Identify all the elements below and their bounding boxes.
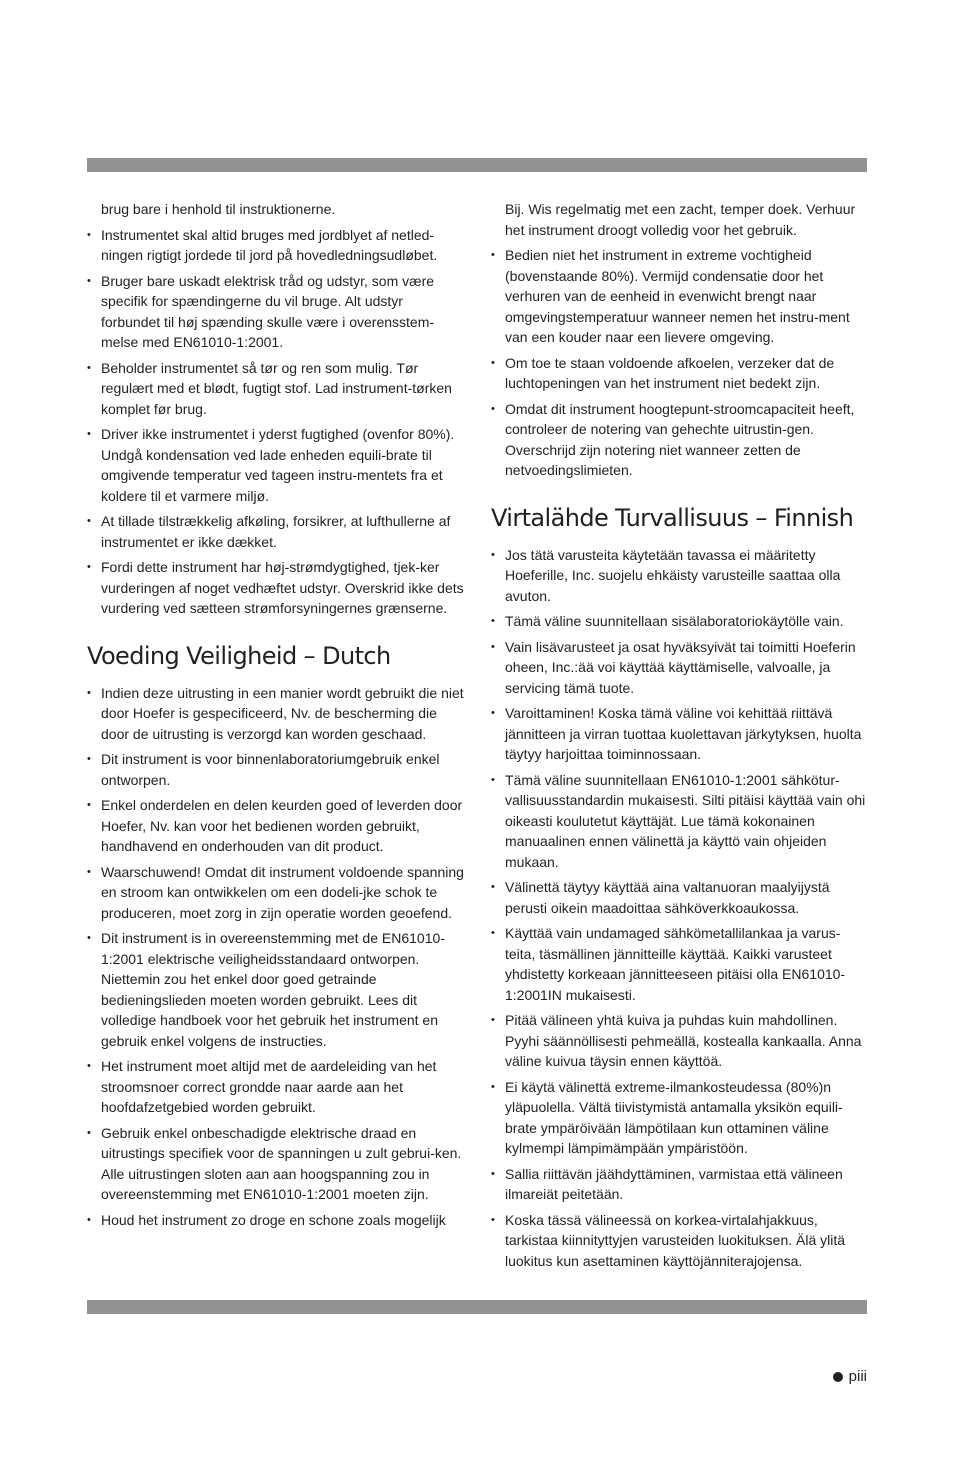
list-item: • Waarschuwend! Omdat dit instrument voldoende spanning en stroom kan ontwikkelen om een dodeli-jke schok te produceren, moet zorg in zijn operatie worden geoefend. bbox=[87, 862, 465, 924]
list-item: • Gebruik enkel onbeschadigde elektrische draad en uitrustings specifiek voor de spanningen u zult gebrui-ken. Alle uitrustingen sloten aan aan hoogspanning zou in overeenstemming met EN61010-1:2001 moeten zijn. bbox=[87, 1123, 465, 1205]
list-item: • Tämä väline suunnitellaan EN61010-1:2001 sähkötur-vallisuusstandardin mukaisesti. Silti pitäisi käyttää vain ohi oikeasti koulutetut käyttäjät. Lue tämä kokonainen manuaalinen ennen välinettä ja käyttö vain ohjeiden mukaan. bbox=[491, 770, 869, 873]
list-item: • Dit instrument is in overeenstemming met de EN61010-1:2001 elektrische veiligheidsstandaard ontworpen. Niettemin zou het enkel door goed getrainde bedieningslieden moeten worden gebruikt. Lees dit volledige handboek voor het gebruik het instrument en gebruik enkel volgens de instructies. bbox=[87, 928, 465, 1051]
list-item: • Koska tässä välineessä on korkea-virtalahjakkuus, tarkistaa kiinnityttyjen varusteiden luokituksen. Älä ylitä luokitus kun asettaminen käyttöjänniterajojensa. bbox=[491, 1210, 869, 1272]
list-item: • Om toe te staan voldoende afkoelen, verzeker dat de luchtopeningen van het instrument niet bedekt zijn. bbox=[491, 353, 869, 394]
list-item: • Käyttää vain undamaged sähkömetallilankaa ja varus-teita, täsmällinen jännitteille käyttää. Kaikki varusteet yhdistetty korkeaan jännitteeseen pitäisi olla EN61010-1:2001IN mukaisesti. bbox=[491, 923, 869, 1005]
list-item: • Sallia riittävän jäähdyttäminen, varmistaa että välineen ilmareiät peitetään. bbox=[491, 1164, 869, 1205]
list-item: • Driver ikke instrumentet i yderst fugtighed (ovenfor 80%). Undgå kondensation ved lade enheden equili-brate til omgivende temperatur ved tageen instru-mentets fra et koldere til et varmere miljø. bbox=[87, 424, 465, 506]
finnish-list bbox=[491, 545, 869, 1272]
dutch-continuation: Bij. Wis regelmatig met een zacht, temper doek. Verhuur het instrument droogt volledig voor het gebruik. bbox=[505, 201, 856, 238]
page-number-label: piii bbox=[848, 1368, 867, 1385]
bullet-dot-icon bbox=[833, 1372, 843, 1382]
dutch-heading: Voeding Veiligheid – Dutch bbox=[87, 641, 391, 670]
list-item: • Bedien niet het instrument in extreme vochtigheid (bovenstaande 80%). Vermijd condensatie door het verhuren van de eenheid in evenwicht brengt naar omgevingstemperatuur wanneer nemen het instru-ment van een kouder naar een lievere omgeving. bbox=[491, 245, 869, 348]
list-item: • Dit instrument is voor binnenlaboratoriumgebruik enkel ontworpen. bbox=[87, 749, 465, 790]
dutch-list-continued bbox=[491, 245, 869, 481]
right-column bbox=[491, 199, 869, 1276]
danish-continuation: brug bare i henhold til instruktionerne. bbox=[101, 201, 336, 217]
page-number bbox=[833, 1368, 867, 1385]
dutch-list bbox=[87, 683, 465, 1231]
list-item: • Jos tätä varusteita käytetään tavassa ei määritetty Hoeferille, Inc. suojelu ehkäisty varusteille saattaa olla avuton. bbox=[491, 545, 869, 607]
list-item: • Bruger bare uskadt elektrisk tråd og udstyr, som være specifik for spændingerne du vil bruge. Alt udstyr forbundet til høj spænding skulle være i overensstem-melse med EN61010-1:2001. bbox=[87, 271, 465, 353]
list-item: • Instrumentet skal altid bruges med jordblyet af netled-ningen rigtigt jordede til jord på hovedledningsudløbet. bbox=[87, 225, 465, 266]
list-item: • Omdat dit instrument hoogtepunt-stroomcapaciteit heeft, controleer de notering van gehechte uitrustin-gen. Overschrijd zijn notering niet wanneer zetten de netvoedingslimieten. bbox=[491, 399, 869, 481]
finnish-heading: Virtalähde Turvallisuus – Finnish bbox=[491, 503, 854, 532]
list-item: • Varoittaminen! Koska tämä väline voi kehittää riittävä jännitteen ja virran tuottaa kuolettavan järkytyksen, huolta täytyy harjoittaa toiminnossaan. bbox=[491, 703, 869, 765]
danish-list bbox=[87, 225, 465, 619]
footer-rule bbox=[87, 1300, 867, 1314]
list-item: • Beholder instrumentet så tør og ren som mulig. Tør regulært med et blødt, fugtigt stof. Lad instrument-tørken komplet før brug. bbox=[87, 358, 465, 420]
list-item: • Enkel onderdelen en delen keurden goed of leverden door Hoefer, Nv. kan voor het bedienen worden gebruikt, handhavend en onderhouden van dit product. bbox=[87, 795, 465, 857]
header-rule bbox=[87, 158, 867, 172]
list-item: • At tillade tilstrækkelig afkøling, forsikrer, at lufthullerne af instrumentet er ikke dækket. bbox=[87, 511, 465, 552]
left-column bbox=[87, 199, 465, 1235]
list-item: • Tämä väline suunnitellaan sisälaboratoriokäytölle vain. bbox=[491, 611, 869, 632]
list-item: • Ei käytä välinettä extreme-ilmankosteudessa (80%)n yläpuolella. Vältä tiivistymistä antamalla yksikön equili-brate ympäröivään lämpötilaan kun ottaminen väline kylmempi lämpimämpään ympäristöön. bbox=[491, 1077, 869, 1159]
list-item: • Het instrument moet altijd met de aardeleiding van het stroomsnoer correct grondde naar aarde aan het hoofdafzetgebied worden gebruikt. bbox=[87, 1056, 465, 1118]
list-item: • Indien deze uitrusting in een manier wordt gebruikt die niet door Hoefer is gespecificeerd, Nv. de bescherming die door de uitrusting is verzorgd kan worden geschaad. bbox=[87, 683, 465, 745]
list-item: • Fordi dette instrument har høj-strømdygtighed, tjek-ker vurderingen af noget vedhæftet udstyr. Overskrid ikke dets vurdering ved sætteen strømforsyningernes grænserne. bbox=[87, 557, 465, 619]
list-item: • Välinettä täytyy käyttää aina valtanuoran maalyijystä perusti oikein maadoittaa sähköverkkoaukossa. bbox=[491, 877, 869, 918]
list-item: • Vain lisävarusteet ja osat hyväksyivät tai toimitti Hoeferin oheen, Inc.:ää voi käyttää käyttämiselle, valvoalle, ja servicing tämä tuote. bbox=[491, 637, 869, 699]
list-item: • Houd het instrument zo droge en schone zoals mogelijk bbox=[87, 1210, 465, 1231]
list-item: • Pitää välineen yhtä kuiva ja puhdas kuin mahdollinen. Pyyhi säännöllisesti pehmeällä, kostealla kankaalla. Anna väline kuivua täysin ennen käyttöä. bbox=[491, 1010, 869, 1072]
